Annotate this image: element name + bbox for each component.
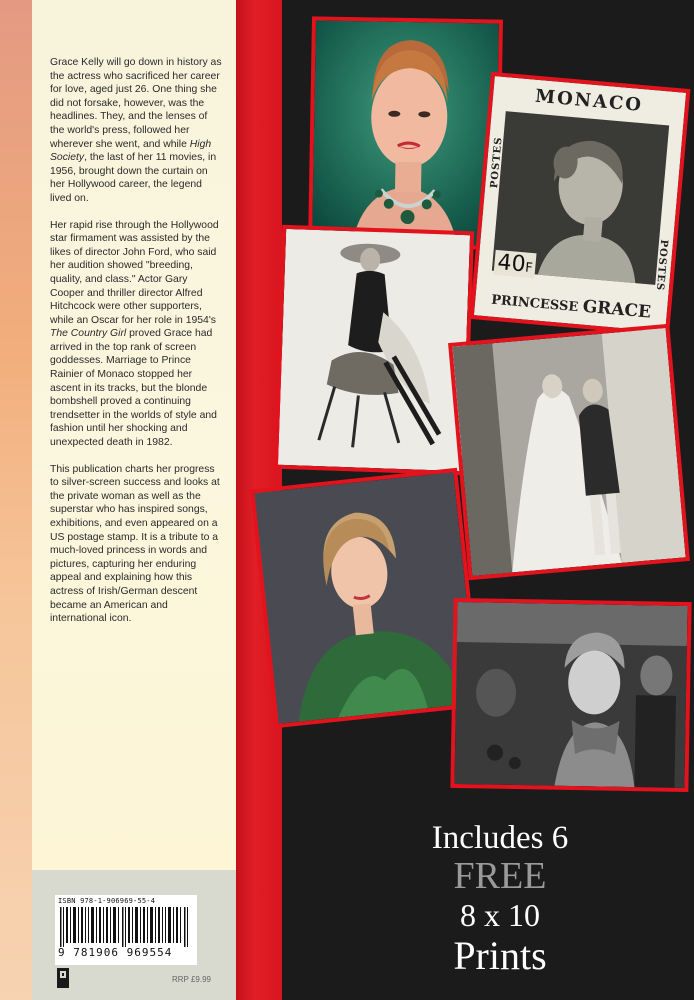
stamp-postes-right: POSTES xyxy=(653,239,670,292)
promo-line-includes: Includes 6 xyxy=(431,820,569,856)
press-scarf-image xyxy=(454,602,687,788)
film-title-country-girl: The Country Girl xyxy=(50,328,127,340)
photo-press-scarf xyxy=(450,598,691,792)
photo-monaco-stamp xyxy=(470,72,691,336)
blurb-paragraph-3: This publication charts her progress to silver-screen success and looks at the private woman as well as the superstar who has inspired songs, exhibitions, and even appeared on a US postage stamp. It is a tribute to a much-loved princess in words and pictures, capturing her enduring appeal and explaining how this actress of Irish/German descent became an American and international icon. xyxy=(50,463,220,625)
film-title-high-society: High Society xyxy=(50,138,212,164)
photo-wedding xyxy=(448,324,690,580)
wedding-image xyxy=(452,328,685,576)
stamp-postes-left: POSTES xyxy=(489,136,505,189)
barcode-digits: 9 781906 969554 xyxy=(58,946,173,959)
photo-sun-hat-pose xyxy=(274,225,474,476)
publisher-logo-icon xyxy=(57,968,69,988)
left-color-strip xyxy=(0,0,32,1000)
stamp-country: MONACO xyxy=(534,85,644,117)
promo-line-size: 8 x 10 xyxy=(460,897,540,933)
promo-line-prints: Prints xyxy=(453,933,547,978)
blurb-paragraph-1: Grace Kelly will go down in history as the actress who sacrificed her career for love, aged just 26. One thing she did not forsake, however, was the headlines. They, and the lenses of the world's press, followed her wherever she went, and while High Society, the last of her 11 movies, in 1956, brought down the curtain on her Hollywood career, the legend lived on. xyxy=(50,57,222,204)
isbn-number: ISBN 978-1-906969-55-4 xyxy=(58,897,156,905)
retail-price: RRP £9.99 xyxy=(172,975,211,984)
promo-line-free: FREE xyxy=(453,855,547,897)
stamp-caption: PRINCESSE GRACE xyxy=(490,292,652,323)
green-portrait-image xyxy=(254,472,477,724)
stamp-value: 40F xyxy=(494,250,538,279)
sun-hat-pose-image xyxy=(278,229,470,471)
blurb-paragraph-2: Her rapid rise through the Hollywood star firmament was assisted by the likes of director John Ford, who said her audition showed "breeding, quality, and class." Actor Gary Cooper and thriller director Alfred Hitchcock were other supporters, while an Oscar for her role in 1954's The Country Girl proved Grace had arrived in the top rank of screen goddesses. Marriage to Prince Rainier of Monaco stopped her ascent in its tracks, but the blonde bombshell proved a continuing trendsetter in the worlds of style and fashion until her shocking and unexpected death in 1982. xyxy=(50,219,219,449)
photo-green-portrait xyxy=(250,468,482,728)
promo-headline xyxy=(400,820,600,978)
cover-blurb xyxy=(50,56,222,639)
barcode-bars xyxy=(60,907,192,947)
photo-portrait-necklace xyxy=(308,16,503,249)
portrait-necklace-image xyxy=(312,20,499,245)
